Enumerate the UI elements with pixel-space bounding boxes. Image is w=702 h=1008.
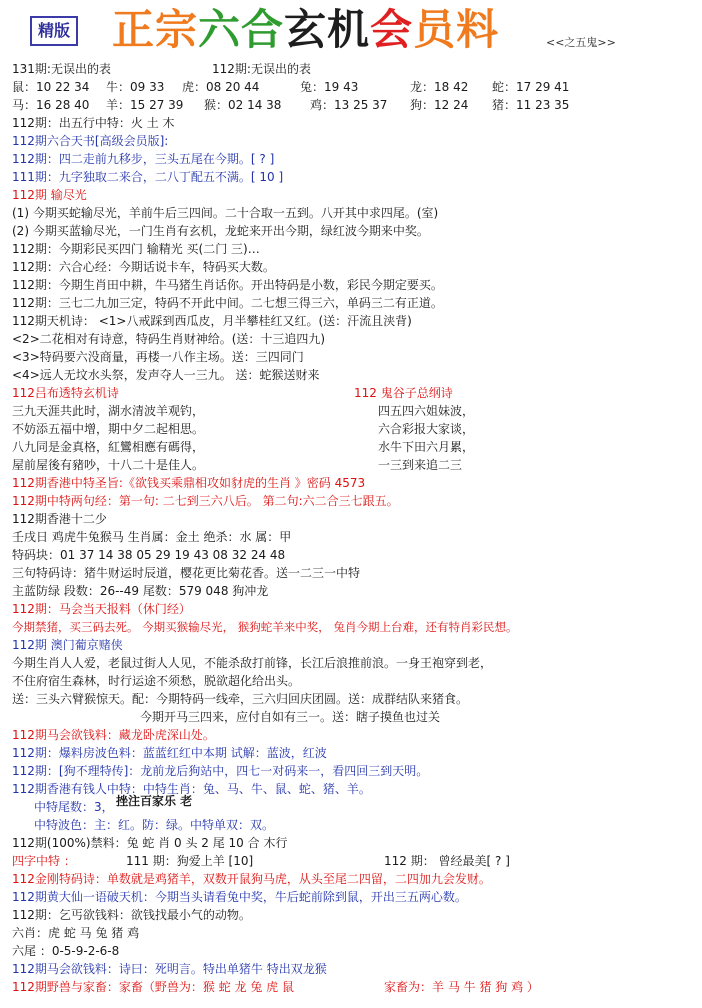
four-char-111: 111 期：狗爱上羊 [10] [126, 854, 254, 868]
zodiac-cell: 猴：02 14 38 [204, 98, 282, 112]
jockey-money-1: 112期马会欲钱料：藏龙卧虎深山处。 [12, 728, 215, 742]
color-leak-line: 112期：爆料房波色料：蓝蓝红红中本期 试解：蓝波，红波 [12, 746, 327, 760]
zodiac-overlap-right: 112期:无误出的表 [212, 62, 311, 76]
overlay-caption: 挫注百家乐 老 [116, 794, 193, 808]
poem-right-line: 四五四六姐妹波， [378, 404, 475, 418]
heart-sutra-line: 112期：六合心经：今期话说卡车，特码买大数。 [12, 260, 275, 274]
macau-line-2: 不住府宿生森林，时行运途不须愁，脱欲超化给出头。 [12, 674, 301, 688]
four-gates-line: 112期：今期彩民买四门 输精光 买(二门 三)… [12, 242, 260, 256]
zodiac-cell: 鼠：10 22 34 [12, 80, 90, 94]
title-part-4: 会 [370, 5, 414, 54]
zodiac-row-1 [12, 78, 569, 96]
poem-left-line: 屋前屋後有豬吵，十八二十是佳人。 [12, 458, 205, 472]
page-title [112, 4, 499, 56]
hk-twelve-day: 壬戌日 鸡虎牛兔猴马 生肖属：金土 绝杀：水 属：甲 [12, 530, 292, 544]
heaven-poem-1: 112期天机诗： <1>八戒踩到西瓜皮，月半攀桂红又红。(送：汗流且浃背) [12, 314, 412, 328]
zodiac-cell: 蛇：17 29 41 [492, 80, 570, 94]
poem-right-line: 一三到来追二三 [378, 458, 463, 472]
poem-title-right: 112 鬼谷子总纲诗 [354, 386, 453, 400]
beggar-line: 112期：乞丐欲钱料：欲钱找最小气的动物。 [12, 908, 251, 922]
macau-line-1: 今期生肖人人爱，老鼠过街人人见，不能杀敌打前锋，长江后浪推前浪。一身王袍穿到老， [12, 656, 493, 670]
heaven-book-111: 111期：九字独取二来合，二八丁配五不满。[ 10 ] [12, 170, 284, 184]
heaven-book-title: 112期六合天书[高级会员版]: [12, 134, 169, 148]
macau-title: 112期 澳门葡京赌侠 [12, 638, 123, 652]
poem-left-line: 三九天涯共此时，湖水清波羊观钓， [12, 404, 205, 418]
tail-number-line: 中特尾数：3， [34, 800, 114, 814]
lose-all-1: (1) 今期买蛇输尽光，羊前牛后三四间。二十合取一五到。八开其中求四尾。(室) [12, 206, 439, 220]
zodiac-cell: 兔：19 43 [300, 80, 359, 94]
beast-livestock-right: 家畜为：羊 马 牛 猪 狗 鸡 ） [384, 980, 539, 994]
heaven-poem-2: <2>二花相对有诗意，特码生肖财神给。(送：十三追四九) [12, 332, 326, 346]
zodiac-cell: 虎：08 20 44 [182, 80, 260, 94]
edition-badge: 精版 [30, 16, 78, 46]
zodiac-cell: 狗：12 24 [410, 98, 469, 112]
macau-line-3: 送：三头六臂猴惊天。配：今期特码一线牵，三六归回庆团圆。送：成群结队来猪食。 [12, 692, 469, 706]
numbers-line: 112期：三七二九加三定，特码不开此中间。二七想三得三六，单码三二有正道。 [12, 296, 443, 310]
zodiac-cell: 马：16 28 40 [12, 98, 90, 112]
hk-twelve-poem: 三句特码诗：猪牛财运时辰道，樱花更比菊花香。送一二三一中特 [12, 566, 361, 580]
zodiac-overlap-left: 131期:无误出的表 [12, 62, 111, 76]
two-sentence-line: 112期中特两句经：第一句: 二七到三六八后。 第二句:六二合三七跟五。 [12, 494, 399, 508]
title-part-1: 正宗 [112, 5, 199, 54]
macau-line-4: 今期开马三四来，应付自如有三一。送：瞎子摸鱼也过关 [140, 710, 441, 724]
wave-color-line: 中特波色：主：红。防：绿。中特单双：双。 [34, 818, 275, 832]
poem-title-left: 112吕布透特玄机诗 [12, 386, 119, 400]
hk-decree-line: 112期香港中特圣旨:《欲钱买乘鼎相攻如豺虎的生肖 》密码 4573 [12, 476, 366, 490]
six-zodiac-line: 六肖：虎 蛇 马 兔 猪 鸡 [12, 926, 140, 940]
zodiac-row-2 [12, 96, 569, 114]
poem-right-line: 水牛下田六月累， [378, 440, 475, 454]
beast-livestock-left: 112期野兽与家畜：家畜（野兽为：猴 蛇 龙 兔 虎 鼠 [12, 980, 294, 994]
zodiac-cell: 龙：18 42 [410, 80, 469, 94]
hk-twelve-title: 112期香港十二少 [12, 512, 107, 526]
lose-all-2: (2) 今期买蓝输尽光，一门生肖有玄机，龙蛇来开出今期，绿红波今期来中奖。 [12, 224, 429, 238]
heaven-book-112: 112期：四二走前九移步，三头五尾在今期。[ ? ] [12, 152, 275, 166]
diamond-poem-line: 112金刚特码诗：单数就是鸡猪羊，双数开鼠狗马虎，从头至尾二四留，二四加九会发财。 [12, 872, 491, 886]
rich-man-line: 112期香港有钱人中特：中特生肖：兔、马、牛、鼠、蛇、猪、羊。 [12, 782, 371, 796]
four-char-title: 四字中特 ： [12, 854, 76, 868]
hk-twelve-block: 特码块：01 37 14 38 05 29 19 43 08 32 24 48 [12, 548, 286, 562]
forbidden-line: 112期(100%)禁料：兔 蛇 肖 0 头 2 尾 10 合 木行 [12, 836, 288, 850]
zodiac-cell: 鸡：13 25 37 [310, 98, 388, 112]
lose-all-title: 112期 输尽光 [12, 188, 87, 202]
jockey-report-line: 今期禁猪，买三码去死。 今期买猴输尽光， 猴狗蛇羊来中奖， 兔肖今期上台难，还有特肖彩民想。 [12, 620, 518, 634]
poem-left-line: 不妨添五福中增，期中夕二起相思。 [12, 422, 205, 436]
title-part-3: 玄机 [284, 5, 371, 54]
title-part-5: 员料 [413, 5, 500, 54]
dog-legend-line: 112期：[狗不理特传]：龙前龙后狗站中，四七一对码来一，看四回三到天明。 [12, 764, 429, 778]
page-subtitle: <<之五鬼>> [546, 36, 616, 49]
poem-left-line: 八九同是金真格，紅鸞相應有碼得， [12, 440, 205, 454]
zodiac-cell: 牛：09 33 [106, 80, 165, 94]
poem-right-line: 六合彩报大家谈， [378, 422, 475, 436]
five-elements-line: 112期：出五行中特：火 土 木 [12, 116, 175, 130]
title-part-2: 六合 [198, 5, 285, 54]
hk-twelve-colors: 主蓝防绿 段数：26--49 尾数：579 048 狗冲龙 [12, 584, 269, 598]
heaven-poem-3: <3>特码要六没商量，再楼一八作主场。送：三四同门 [12, 350, 304, 364]
four-char-112: 112 期： 曾经最美[ ? ] [384, 854, 510, 868]
field-line: 112期：今期生肖田中耕，牛马猪生肖话你。开出特码是小数，彩民今期定要买。 [12, 278, 443, 292]
wong-tai-sin-line: 112期黄大仙一语破天机：今期当头请看兔中奖，牛后蛇前除到鼠，开出三五两心数。 [12, 890, 467, 904]
zodiac-cell: 羊：15 27 39 [106, 98, 184, 112]
heaven-poem-4: <4>远人无坟水头祭，发声夺人一三九。 送：蛇猴送财来 [12, 368, 320, 382]
zodiac-overlap-line [12, 60, 311, 78]
six-tail-line: 六尾 ：0-5-9-2-6-8 [12, 944, 120, 958]
jockey-report-title: 112期：马会当天报料（休门经） [12, 602, 191, 616]
jockey-money-2: 112期马会欲钱料：诗曰：死明言。特出单猪牛 特出双龙猴 [12, 962, 327, 976]
zodiac-cell: 猪：11 23 35 [492, 98, 570, 112]
